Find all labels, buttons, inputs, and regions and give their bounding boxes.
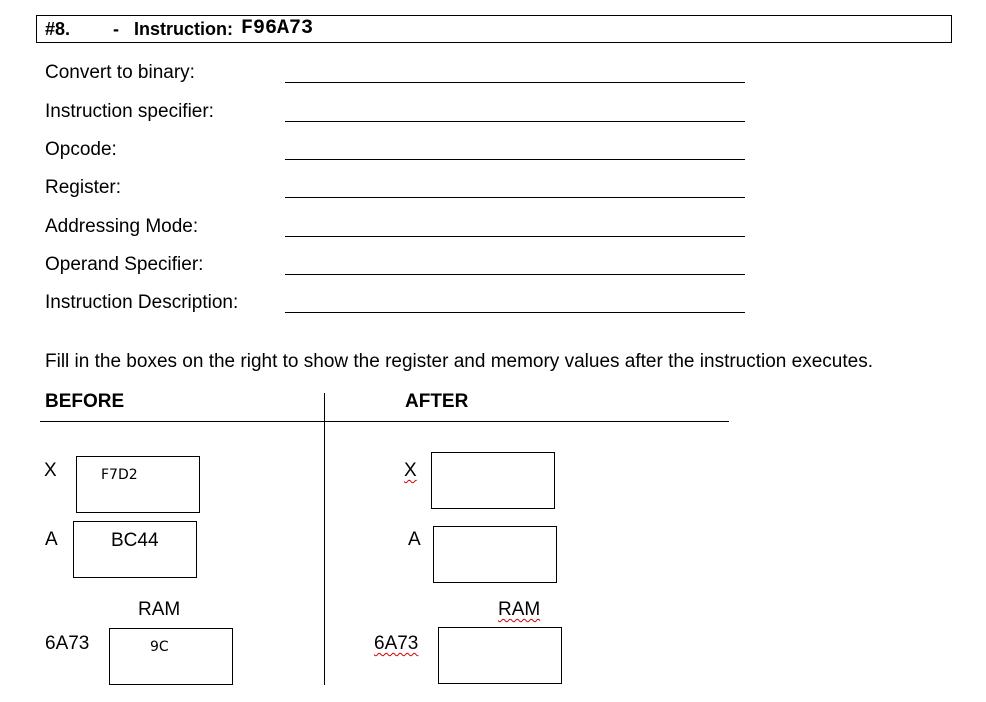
- before-ram-label: RAM: [138, 599, 181, 620]
- after-ram-label: RAM: [498, 599, 541, 620]
- table-divider-vertical: [324, 393, 325, 685]
- question-label-instruction-description: Instruction Description:: [45, 292, 239, 313]
- question-label-binary: Convert to binary:: [45, 62, 195, 83]
- before-memory-box: [109, 628, 233, 685]
- before-memory-value: 9C: [150, 639, 169, 655]
- before-x-value: F7D2: [101, 467, 138, 483]
- before-address-label: 6A73: [45, 633, 90, 654]
- instruction-label: Instruction:: [134, 19, 234, 39]
- before-x-label: X: [44, 460, 57, 481]
- before-x-box: [76, 456, 200, 513]
- answer-line-opcode[interactable]: [285, 159, 745, 160]
- before-a-box: [73, 521, 197, 578]
- answer-line-operand-specifier[interactable]: [285, 274, 745, 275]
- table-divider-horizontal: [40, 421, 729, 422]
- answer-line-addressing-mode[interactable]: [285, 236, 745, 237]
- after-a-label: A: [408, 529, 421, 550]
- answer-line-register[interactable]: [285, 197, 745, 198]
- instruction-code: F96A73: [241, 17, 314, 40]
- fill-in-instructions: Fill in the boxes on the right to show the register and memory values after the instruction executes.: [45, 351, 873, 372]
- after-x-label: X: [404, 460, 417, 481]
- after-address-label: 6A73: [374, 633, 419, 654]
- instruction-title-box: [36, 15, 952, 43]
- problem-number: #8.: [45, 19, 71, 39]
- question-label-instruction-specifier: Instruction specifier:: [45, 101, 214, 122]
- answer-line-instruction-description[interactable]: [285, 312, 745, 313]
- before-a-value: BC44: [111, 530, 159, 551]
- after-header: AFTER: [405, 391, 469, 412]
- question-label-operand-specifier: Operand Specifier:: [45, 254, 204, 275]
- before-header: BEFORE: [45, 391, 125, 412]
- question-label-register: Register:: [45, 177, 122, 198]
- answer-line-instruction-specifier[interactable]: [285, 121, 745, 122]
- question-label-opcode: Opcode:: [45, 139, 117, 160]
- after-x-input-box[interactable]: [431, 452, 555, 509]
- title-dash: -: [113, 19, 119, 39]
- question-label-addressing-mode: Addressing Mode:: [45, 216, 199, 237]
- answer-line-binary[interactable]: [285, 82, 745, 83]
- title-label: [113, 16, 233, 42]
- after-a-input-box[interactable]: [433, 526, 557, 583]
- after-memory-input-box[interactable]: [438, 627, 562, 684]
- before-a-label: A: [45, 529, 58, 550]
